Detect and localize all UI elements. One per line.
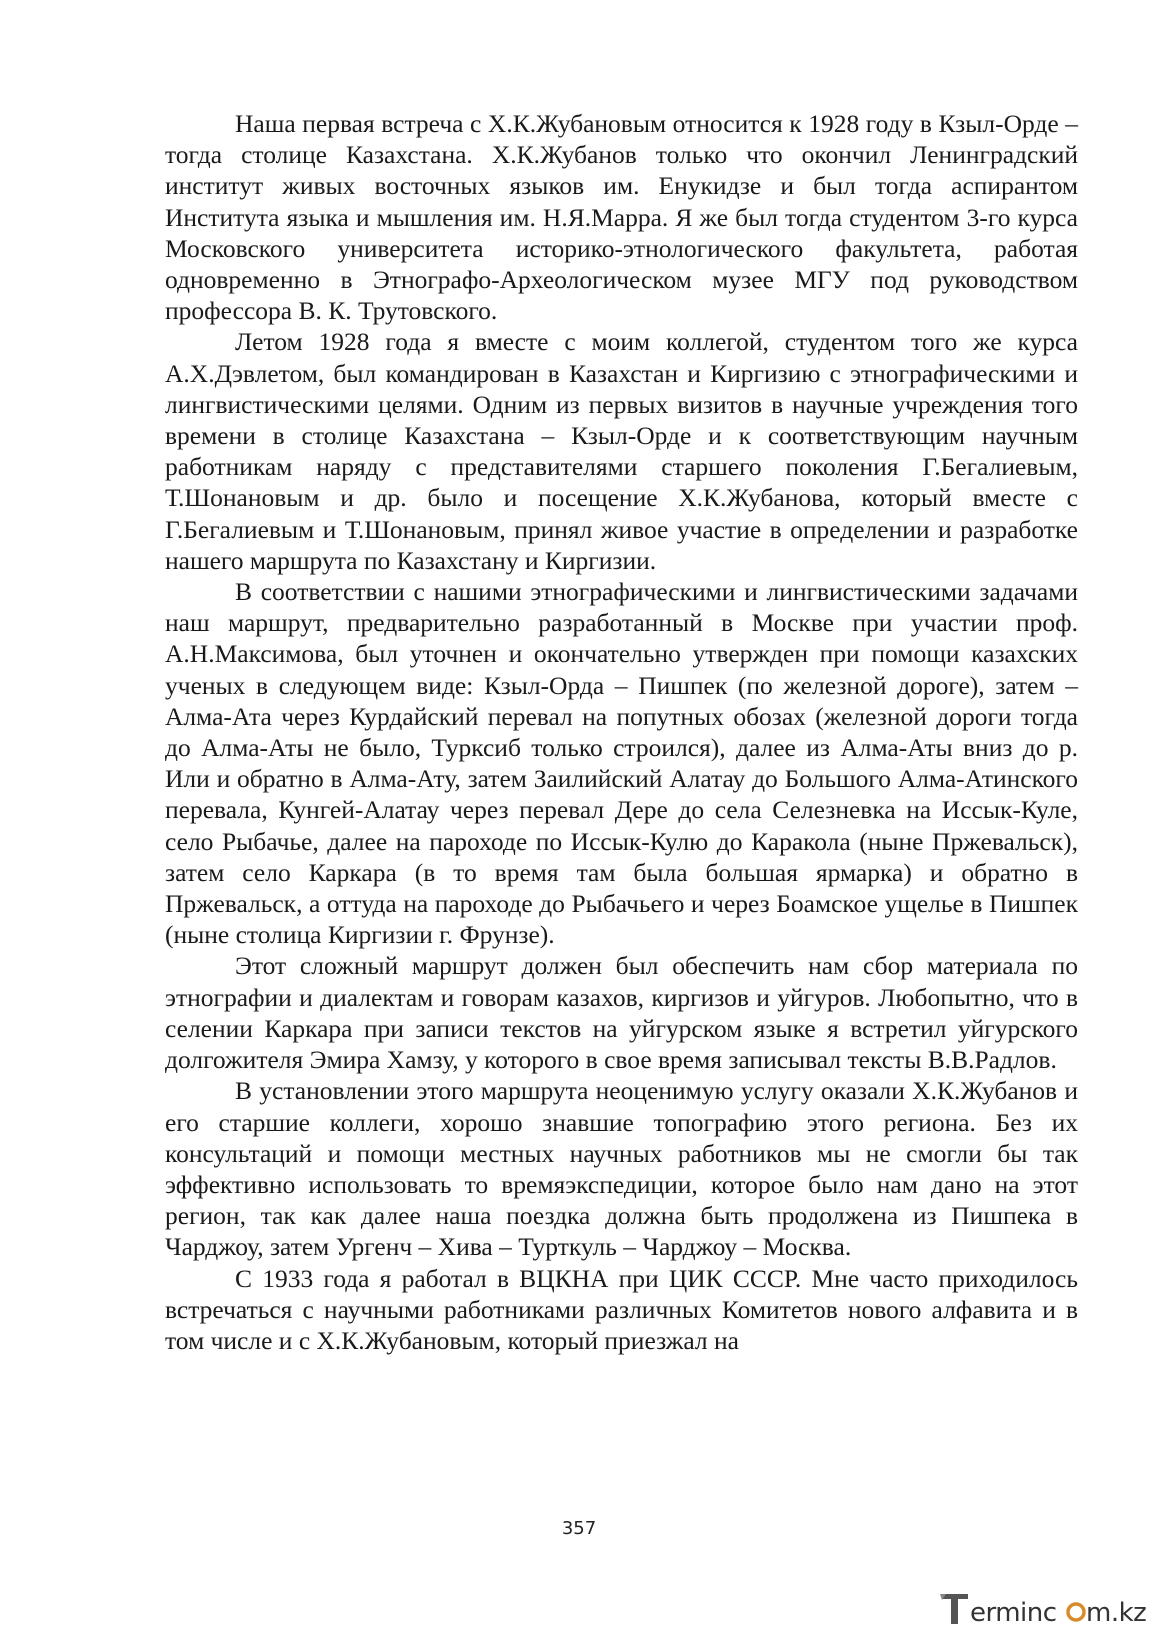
page-body: [165, 108, 1078, 1356]
paragraph-2: Летом 1928 года я вместе с моим коллегой, студентом того же курса А.Х.Дэвлетом, был командирован в Казахстан и Киргизию с этнографическими и лингвистическими целями. Одним из первых визитов в научные учреждения того времени в столице Казахстана – Кзыл-Орде и к соответствующим научным работникам наряду с представителями старшего поколения Г.Бегалиевым, Т.Шонановым и др. было и посещение Х.К.Жубанова, который вместе с Г.Бегалиевым и Т.Шонановым, принял живое участие в определении и разработке нашего маршрута по Казахстану и Киргизии.: [165, 327, 1078, 575]
svg-text:erminc: erminc: [970, 1598, 1057, 1628]
paragraph-5: В установлении этого маршрута неоценимую услугу оказали Х.К.Жубанов и его старшие коллеги, хорошо знавшие топографию этого региона. Без их консультаций и помощи местных научных работников мы не смогли бы так эффективно использовать то времяэкспедиции, которое было нам дано на этот регион, так как далее наша поездка должна быть продолжена из Пишпека в Чарджоу, затем Ургенч – Хива – Турткуль – Чарджоу – Москва.: [165, 1076, 1078, 1262]
paragraph-6: С 1933 года я работал в ВЦКНА при ЦИК СССР. Мне часто приходилось встречаться с научными работниками различных Комитетов нового алфавита и в том числе и с Х.К.Жубановым, который приезжал на: [165, 1263, 1078, 1355]
paragraph-3: В соответствии с нашими этнографическими и лингвистическими задачами наш маршрут, предварительно разработанный в Москве при участии проф. А.Н.Максимова, был уточнен и окончательно утвержден при помощи казахских ученых в следующем виде: Кзыл-Орда – Пишпек (по железной дороге), затем – Алма-Ата через Курдайский перевал на попутных обозах (железной дороги тогда до Алма-Аты не было, Турксиб только строился), далее из Алма-Аты вниз до р. Или и обратно в Алма-Ату, затем Заилийский Алатау до Большого Алма-Атинского перевала, Кунгей-Алатау через перевал Дере до села Селезневка на Иссык-Куле, село Рыбачье, далее на пароходе по Иссык-Кулю до Каракола (ныне Пржевальск), затем село Каркара (в то время там была большая ярмарка) и обратно в Пржевальск, а оттуда на пароходе до Рыбачьего и через Боамское ущелье в Пишпек (ныне столица Киргизии г. Фрунзе).: [165, 577, 1078, 950]
paragraph-4: Этот сложный маршрут должен был обеспечить нам сбор материала по этнографии и диалектам и говорам казахов, киргизов и уйгуров. Любопытно, что в селении Каркара при записи текстов на уйгурском языке я встретил уйгурского долгожителя Эмира Хамзу, у которого в свое время записывал тексты В.В.Радлов.: [165, 951, 1078, 1075]
svg-text:m.kz: m.kz: [1086, 1598, 1147, 1628]
watermark-logo: [940, 1590, 1147, 1628]
page-number: 357: [561, 1518, 597, 1539]
paragraph-1: Наша первая встреча с Х.К.Жубановым относится к 1928 году в Кзыл-Орде – тогда столице Казахстана. Х.К.Жубанов только что окончил Ленинградский институт живых восточных языков им. Енукидзе и был тогда аспирантом Института языка и мышления им. Н.Я.Марра. Я же был тогда студентом 3-го курса Московского университета историко-этнологического факультета, работая одновременно в Этнографо-Археологическом музее МГУ под руководством профессора В. К. Трутовского.: [165, 109, 1078, 326]
termincom-logo-icon: [940, 1590, 1147, 1628]
